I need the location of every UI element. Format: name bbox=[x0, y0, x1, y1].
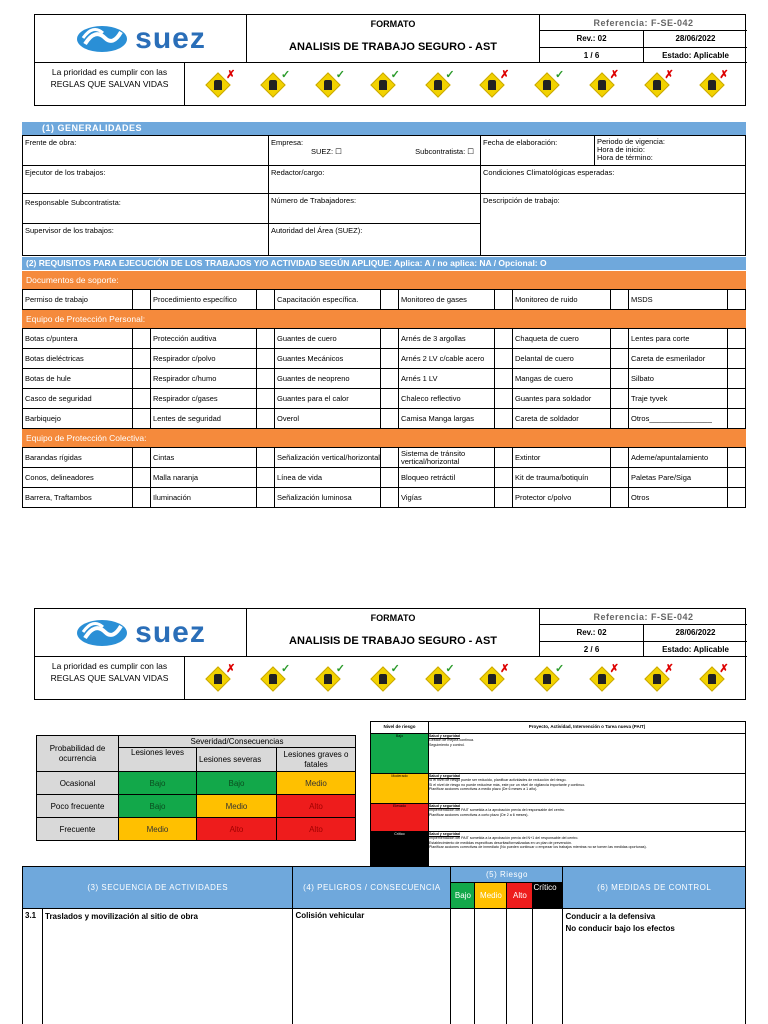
vehicle-ok-icon: ✓ bbox=[260, 72, 286, 98]
risk-line: Implementación del PAIT sometida a la aprobación previa del responsable del centro. bbox=[429, 808, 565, 813]
worker-x-icon: ✗ bbox=[205, 72, 231, 98]
form-title-block bbox=[247, 609, 540, 657]
epc-table bbox=[22, 447, 746, 508]
epp-item: Chaqueta de cuero bbox=[513, 329, 611, 349]
epp-checkbox[interactable] bbox=[381, 389, 399, 409]
docs-title: Documentos de soporte: bbox=[22, 271, 746, 289]
epp-item: Guantes para el calor bbox=[275, 389, 381, 409]
sev-row-label: Frecuente bbox=[37, 818, 119, 841]
epp-item: Respirador c/humo bbox=[151, 369, 257, 389]
periodo-label: Periodo de vigencia: bbox=[597, 137, 665, 146]
sev-col-3: Lesiones graves o fatales bbox=[277, 748, 356, 772]
epp-checkbox[interactable] bbox=[728, 369, 746, 389]
epc-checkbox[interactable] bbox=[257, 468, 275, 488]
sev-cell: Bajo bbox=[119, 795, 197, 818]
docs-checkbox[interactable] bbox=[728, 290, 746, 310]
autoridad-field[interactable] bbox=[269, 224, 481, 256]
epp-item: Guantes Mecánicos bbox=[275, 349, 381, 369]
seq-row-hazard[interactable]: Colisión vehicular bbox=[293, 909, 451, 1024]
epp-item: Guantes de neopreno bbox=[275, 369, 381, 389]
docs-item: Procedimiento específico bbox=[151, 290, 257, 310]
status: Estado: Aplicable bbox=[662, 51, 729, 60]
epp-item: Guantes de cuero bbox=[275, 329, 381, 349]
fecha-label: Fecha de elaboración: bbox=[483, 138, 558, 147]
page-number: 2 / 6 bbox=[540, 642, 644, 657]
brand-name: suez bbox=[135, 615, 206, 649]
person-ok-icon: ✓ bbox=[315, 666, 341, 692]
epc-checkbox[interactable] bbox=[728, 488, 746, 508]
epc-item: Paletas Pare/Siga bbox=[629, 468, 728, 488]
epp-checkbox[interactable] bbox=[495, 329, 513, 349]
risk-line: Planificar acciones correctivas a medio plazo (De 6 meses a 1 año). bbox=[429, 786, 538, 791]
risk-line: Establecimiento de medidas específicas descritas/formalizadas en un plan de prevención. bbox=[429, 840, 573, 845]
generalidades-section bbox=[22, 122, 746, 256]
hand-ok-icon: ✓ bbox=[534, 666, 560, 692]
epp-item: Botas de hule bbox=[23, 369, 133, 389]
requisitos-section bbox=[22, 257, 746, 508]
epc-checkbox[interactable] bbox=[728, 468, 746, 488]
revision-date: 28/06/2022 bbox=[675, 628, 716, 637]
hand-ok-icon: ✓ bbox=[534, 72, 560, 98]
phone-x-icon: ✗ bbox=[589, 666, 615, 692]
epp-checkbox[interactable] bbox=[611, 329, 629, 349]
risk-line: Salud y seguridad bbox=[429, 734, 460, 738]
epp-item: Delantal de cuero bbox=[513, 349, 611, 369]
rules-text bbox=[35, 63, 185, 106]
epp-item: Protección auditiva bbox=[151, 329, 257, 349]
severity-matrix bbox=[36, 735, 356, 841]
sev-cell: Alto bbox=[277, 795, 356, 818]
supervisor-field[interactable] bbox=[23, 224, 269, 256]
epc-item: Sistema de tránsito vertical/horizontal bbox=[399, 448, 495, 468]
epp-item: Silbato bbox=[629, 369, 728, 389]
epp-title: Equipo de Protección Personal: bbox=[22, 310, 746, 328]
epc-checkbox[interactable] bbox=[381, 468, 399, 488]
epp-item: Otros_______________ bbox=[629, 409, 728, 429]
epc-checkbox[interactable] bbox=[611, 448, 629, 468]
page1-header bbox=[34, 14, 746, 106]
epc-checkbox[interactable] bbox=[133, 448, 151, 468]
prob-header: Probabilidad de ocurrencia bbox=[37, 736, 119, 772]
risk-level-name: Crítico bbox=[371, 832, 429, 874]
epc-item: Extintor bbox=[513, 448, 611, 468]
epc-checkbox[interactable] bbox=[381, 448, 399, 468]
risk-line: Gestión de mejora continua. bbox=[429, 738, 474, 743]
epc-item: Bloqueo retráctil bbox=[399, 468, 495, 488]
risk-line: Si el nivel de riesgo puede ser reducido, planificar actividades de reducción del riesgo. bbox=[429, 778, 567, 783]
risk-level-description bbox=[429, 734, 746, 774]
epp-checkbox[interactable] bbox=[611, 389, 629, 409]
worker-ok-icon: ✓ bbox=[370, 72, 396, 98]
epp-checkbox[interactable] bbox=[728, 389, 746, 409]
epp-row bbox=[23, 329, 746, 349]
epc-checkbox[interactable] bbox=[495, 448, 513, 468]
redactor-label: Redactor/cargo: bbox=[271, 168, 325, 177]
phone-x-icon: ✗ bbox=[589, 72, 615, 98]
rules-line2: REGLAS QUE SALVAN VIDAS bbox=[50, 673, 169, 683]
page2-header bbox=[34, 608, 746, 700]
sev-cell: Medio bbox=[277, 772, 356, 795]
epp-checkbox[interactable] bbox=[381, 329, 399, 349]
risk-line: Salud y seguridad bbox=[429, 832, 460, 836]
risk-line: Salud y seguridad bbox=[429, 774, 460, 778]
epp-checkbox[interactable] bbox=[495, 409, 513, 429]
epp-checkbox[interactable] bbox=[257, 389, 275, 409]
formato-label: FORMATO bbox=[370, 613, 416, 623]
docs-item: Monitoreo de gases bbox=[399, 290, 495, 310]
generalidades-table bbox=[22, 135, 746, 256]
risk-level-description bbox=[429, 774, 746, 804]
epc-item: Cintas bbox=[151, 448, 257, 468]
sev-header: Severidad/Consecuencias bbox=[119, 736, 356, 748]
sev-cell: Alto bbox=[277, 818, 356, 841]
risk-level-name: Moderado bbox=[371, 774, 429, 804]
epc-checkbox[interactable] bbox=[728, 448, 746, 468]
epp-item: Casco de seguridad bbox=[23, 389, 133, 409]
explosion-icon: ✗ bbox=[479, 72, 505, 98]
fecha-field[interactable] bbox=[481, 136, 595, 166]
epp-checkbox[interactable] bbox=[495, 349, 513, 369]
epp-checkbox[interactable] bbox=[728, 409, 746, 429]
car-x-icon: ✗ bbox=[699, 72, 725, 98]
epp-checkbox[interactable] bbox=[611, 409, 629, 429]
suez-logo-icon bbox=[75, 618, 129, 648]
descripcion-label: Descripción de trabajo: bbox=[483, 196, 560, 205]
epc-item: Línea de vida bbox=[275, 468, 381, 488]
ejecutor-label: Ejecutor de los trabajos: bbox=[25, 168, 106, 177]
epp-item: Barbiquejo bbox=[23, 409, 133, 429]
epc-checkbox[interactable] bbox=[257, 488, 275, 508]
epp-checkbox[interactable] bbox=[381, 369, 399, 389]
explosion-icon: ✗ bbox=[479, 666, 505, 692]
epp-item: Respirador c/polvo bbox=[151, 349, 257, 369]
reference-code: Referencia: F-SE-042 bbox=[540, 609, 747, 625]
risk-col-medio: Medio bbox=[475, 883, 507, 909]
epp-row bbox=[23, 409, 746, 429]
epp-item: Lentes para corte bbox=[629, 329, 728, 349]
revision: Rev.: 02 bbox=[540, 625, 644, 641]
vehicle-ok-icon: ✓ bbox=[260, 666, 286, 692]
form-title: ANALISIS DE TRABAJO SEGURO - AST bbox=[289, 635, 497, 647]
generalidades-title: (1) GENERALIDADES bbox=[22, 122, 746, 135]
epp-checkbox[interactable] bbox=[495, 369, 513, 389]
epc-item: Protector c/polvo bbox=[513, 488, 611, 508]
status: Estado: Aplicable bbox=[662, 645, 729, 654]
epc-item: Ademe/apuntalamiento bbox=[629, 448, 728, 468]
numero-label: Número de Trabajadores: bbox=[271, 196, 357, 205]
drink-x-icon: ✗ bbox=[644, 72, 670, 98]
rules-icons bbox=[185, 657, 745, 700]
epc-item: Conos, delineadores bbox=[23, 468, 133, 488]
reference-code: Referencia: F-SE-042 bbox=[540, 15, 747, 31]
risk-level-name: Bajo bbox=[371, 734, 429, 774]
seq-risk-bajo-cell[interactable] bbox=[451, 909, 475, 1024]
epp-checkbox[interactable] bbox=[257, 349, 275, 369]
risk-line: Implementación del PAIT sometida a la aprobación previa del N+1 del responsable del centro. bbox=[429, 836, 579, 841]
car-x-icon: ✗ bbox=[699, 666, 725, 692]
suez-checkbox[interactable]: SUEZ: ☐ bbox=[311, 147, 342, 156]
risk-col-critico: Crítico bbox=[533, 883, 563, 909]
risk-col2: Proyecto, Actividad, Intervención o Tarea nueva (PAIT) bbox=[429, 722, 746, 734]
docs-checkbox[interactable] bbox=[257, 290, 275, 310]
sev-row-label: Poco frecuente bbox=[37, 795, 119, 818]
docs-item: MSDS bbox=[629, 290, 728, 310]
epp-item: Respirador c/gases bbox=[151, 389, 257, 409]
epp-item: Camisa Manga largas bbox=[399, 409, 495, 429]
suez-logo bbox=[35, 609, 247, 657]
sev-row-label: Ocasional bbox=[37, 772, 119, 795]
epc-row bbox=[23, 448, 746, 468]
responsable-label: Responsable Subcontratista: bbox=[25, 198, 121, 207]
risk-line: Planificar acciones correctivas a corto plazo (De 2 a 6 meses). bbox=[429, 812, 529, 817]
sequence-table bbox=[22, 866, 746, 1024]
frente-field[interactable] bbox=[23, 136, 269, 166]
revision-date: 28/06/2022 bbox=[675, 34, 716, 43]
risk-col-alto: Alto bbox=[507, 883, 533, 909]
suez-logo-icon bbox=[75, 24, 129, 54]
epp-item: Arnés 1 LV bbox=[399, 369, 495, 389]
epc-checkbox[interactable] bbox=[495, 488, 513, 508]
responsable-field[interactable] bbox=[23, 194, 269, 224]
epc-checkbox[interactable] bbox=[611, 488, 629, 508]
docs-checkbox[interactable] bbox=[495, 290, 513, 310]
condiciones-label: Condiciones Climatológicas esperadas: bbox=[483, 168, 615, 177]
epp-item: Chaleco reflectivo bbox=[399, 389, 495, 409]
ejecutor-field[interactable] bbox=[23, 166, 269, 194]
epp-checkbox[interactable] bbox=[611, 369, 629, 389]
condiciones-field[interactable] bbox=[481, 166, 746, 194]
epp-checkbox[interactable] bbox=[495, 389, 513, 409]
sev-cell: Medio bbox=[197, 795, 277, 818]
epp-table bbox=[22, 328, 746, 429]
epp-checkbox[interactable] bbox=[381, 349, 399, 369]
epp-item: Traje tyvek bbox=[629, 389, 728, 409]
epc-checkbox[interactable] bbox=[495, 468, 513, 488]
epp-checkbox[interactable] bbox=[133, 409, 151, 429]
docs-item: Capacitación específica. bbox=[275, 290, 381, 310]
page-number: 1 / 6 bbox=[540, 48, 644, 63]
supervisor-label: Supervisor de los trabajos: bbox=[25, 226, 114, 235]
seq-risk-critico-cell[interactable] bbox=[533, 909, 563, 1024]
hora-termino-label: Hora de término: bbox=[597, 153, 653, 162]
epc-item: Señalización luminosa bbox=[275, 488, 381, 508]
person-ok-icon: ✓ bbox=[315, 72, 341, 98]
sev-row bbox=[37, 818, 356, 841]
autoridad-label: Autoridad del Área (SUEZ): bbox=[271, 226, 363, 235]
risk-col-bajo: Bajo bbox=[451, 883, 475, 909]
epp-item: Careta de soldador bbox=[513, 409, 611, 429]
epc-item: Barandas rígidas bbox=[23, 448, 133, 468]
empresa-field[interactable] bbox=[269, 136, 481, 166]
sev-row bbox=[37, 772, 356, 795]
epc-checkbox[interactable] bbox=[381, 488, 399, 508]
epc-checkbox[interactable] bbox=[257, 448, 275, 468]
risk-line: Salud y seguridad bbox=[429, 804, 460, 808]
docs-checkbox[interactable] bbox=[611, 290, 629, 310]
reference-block bbox=[540, 609, 747, 657]
epc-checkbox[interactable] bbox=[133, 468, 151, 488]
epc-item: Iluminación bbox=[151, 488, 257, 508]
risk-row bbox=[371, 734, 746, 774]
frente-label: Frente de obra: bbox=[25, 138, 77, 147]
epc-checkbox[interactable] bbox=[133, 488, 151, 508]
rules-line2: REGLAS QUE SALVAN VIDAS bbox=[50, 79, 169, 89]
epc-item: Kit de trauma/botiquín bbox=[513, 468, 611, 488]
formato-label: FORMATO bbox=[370, 19, 416, 29]
sev-cell: Bajo bbox=[197, 772, 277, 795]
worker-x-icon: ✗ bbox=[205, 666, 231, 692]
redactor-field[interactable] bbox=[269, 166, 481, 194]
revision: Rev.: 02 bbox=[540, 31, 644, 47]
epp-row bbox=[23, 369, 746, 389]
epc-item: Vigías bbox=[399, 488, 495, 508]
risk-line: Si el nivel de riesgo no puede reducirse más, este por un nivel de vigilancia importante y continuo. bbox=[429, 782, 586, 787]
epc-item: Barrera, Traftambos bbox=[23, 488, 133, 508]
sev-cell: Bajo bbox=[119, 772, 197, 795]
epp-checkbox[interactable] bbox=[257, 409, 275, 429]
epp-item: Mangas de cuero bbox=[513, 369, 611, 389]
hora-inicio-label: Hora de inicio: bbox=[597, 145, 645, 154]
control-1: Conducir a la defensiva bbox=[565, 912, 656, 921]
epp-row bbox=[23, 389, 746, 409]
docs-row bbox=[23, 290, 746, 310]
epp-checkbox[interactable] bbox=[257, 329, 275, 349]
epp-item: Lentes de seguridad bbox=[151, 409, 257, 429]
epp-checkbox[interactable] bbox=[133, 329, 151, 349]
epp-item: Arnés 2 LV c/cable acero bbox=[399, 349, 495, 369]
empresa-label: Empresa: bbox=[271, 138, 304, 147]
rules-line1: La prioridad es cumplir con las bbox=[51, 67, 168, 77]
risk-level-name: Elevado bbox=[371, 804, 429, 832]
risk-level-description bbox=[429, 804, 746, 832]
epc-item: Otros bbox=[629, 488, 728, 508]
docs-checkbox[interactable] bbox=[133, 290, 151, 310]
sev-row bbox=[37, 795, 356, 818]
sev-col-1: Lesiones leves bbox=[119, 748, 197, 772]
rules-icons bbox=[185, 63, 745, 106]
epp-checkbox[interactable] bbox=[611, 349, 629, 369]
seq-row-activity[interactable]: Traslados y movilización al sitio de obra bbox=[43, 909, 293, 1024]
epp-checkbox[interactable] bbox=[257, 369, 275, 389]
epp-item: Arnés de 3 argollas bbox=[399, 329, 495, 349]
seq-row-controls[interactable] bbox=[563, 909, 746, 1024]
sev-cell: Alto bbox=[197, 818, 277, 841]
epp-item: Botas dieléctricas bbox=[23, 349, 133, 369]
docs-item: Monitoreo de ruido bbox=[513, 290, 611, 310]
descripcion-field[interactable] bbox=[481, 194, 746, 256]
docs-checkbox[interactable] bbox=[381, 290, 399, 310]
risk-level-table bbox=[370, 721, 746, 874]
risk-line: Planificar acciones correctivas de inmediato (No pueden continuar o empezar los trabajos mientras no se tomen las medidas oportunas). bbox=[429, 844, 647, 849]
suez-logo bbox=[35, 15, 247, 63]
drink-x-icon: ✗ bbox=[644, 666, 670, 692]
numero-field[interactable] bbox=[269, 194, 481, 224]
form-title: ANALISIS DE TRABAJO SEGURO - AST bbox=[289, 41, 497, 53]
periodo-field[interactable] bbox=[595, 136, 746, 166]
epc-checkbox[interactable] bbox=[611, 468, 629, 488]
docs-table bbox=[22, 289, 746, 310]
epp-item: Guantes para soldador bbox=[513, 389, 611, 409]
epc-row bbox=[23, 488, 746, 508]
epp-item: Overol bbox=[275, 409, 381, 429]
epp-checkbox[interactable] bbox=[133, 369, 151, 389]
subcontratista-checkbox[interactable]: Subcontratista: ☐ bbox=[415, 147, 474, 156]
seq-risk-header: (5) Riesgo bbox=[451, 867, 563, 883]
epp-checkbox[interactable] bbox=[728, 349, 746, 369]
seq-risk-medio-cell[interactable] bbox=[475, 909, 507, 1024]
epp-checkbox[interactable] bbox=[381, 409, 399, 429]
rules-text bbox=[35, 657, 185, 700]
epc-title: Equipo de Protección Colectiva: bbox=[22, 429, 746, 447]
requisitos-title: (2) REQUISITOS PARA EJECUCIÓN DE LOS TRABAJOS Y/O ACTIVIDAD SEGÚN APLIQUE: Aplica: A / no aplica: NA / Opcional: O bbox=[22, 257, 746, 270]
risk-col1: Nivel de riesgo bbox=[371, 722, 429, 734]
epp-checkbox[interactable] bbox=[133, 389, 151, 409]
reference-block bbox=[540, 15, 747, 63]
seq-row-number: 3.1 bbox=[23, 909, 43, 1024]
confined-ok-icon: ✓ bbox=[425, 72, 451, 98]
sev-col-2: Lesiones severas bbox=[197, 748, 277, 772]
epp-item: Botas c/puntera bbox=[23, 329, 133, 349]
docs-item: Permiso de trabajo bbox=[23, 290, 133, 310]
seq-controls-header: (6) MEDIDAS DE CONTROL bbox=[563, 867, 746, 909]
risk-line: Seguimiento y control. bbox=[429, 742, 465, 747]
epp-row bbox=[23, 349, 746, 369]
confined-ok-icon: ✓ bbox=[425, 666, 451, 692]
rules-line1: La prioridad es cumplir con las bbox=[51, 661, 168, 671]
epp-checkbox[interactable] bbox=[728, 329, 746, 349]
brand-name: suez bbox=[135, 21, 206, 55]
seq-risk-alto-cell[interactable] bbox=[507, 909, 533, 1024]
form-title-block bbox=[247, 15, 540, 63]
epc-item: Señalización vertical/horizontal bbox=[275, 448, 381, 468]
sev-cell: Medio bbox=[119, 818, 197, 841]
epc-item: Malla naranja bbox=[151, 468, 257, 488]
risk-row bbox=[371, 804, 746, 832]
worker-ok-icon: ✓ bbox=[370, 666, 396, 692]
seq-hazards-header: (4) PELIGROS / CONSECUENCIA bbox=[293, 867, 451, 909]
risk-row bbox=[371, 774, 746, 804]
control-2: No conducir bajo los efectos bbox=[565, 924, 675, 933]
epc-row bbox=[23, 468, 746, 488]
epp-item: Careta de esmerilador bbox=[629, 349, 728, 369]
epp-checkbox[interactable] bbox=[133, 349, 151, 369]
seq-activities-header: (3) SECUENCIA DE ACTIVIDADES bbox=[23, 867, 293, 909]
